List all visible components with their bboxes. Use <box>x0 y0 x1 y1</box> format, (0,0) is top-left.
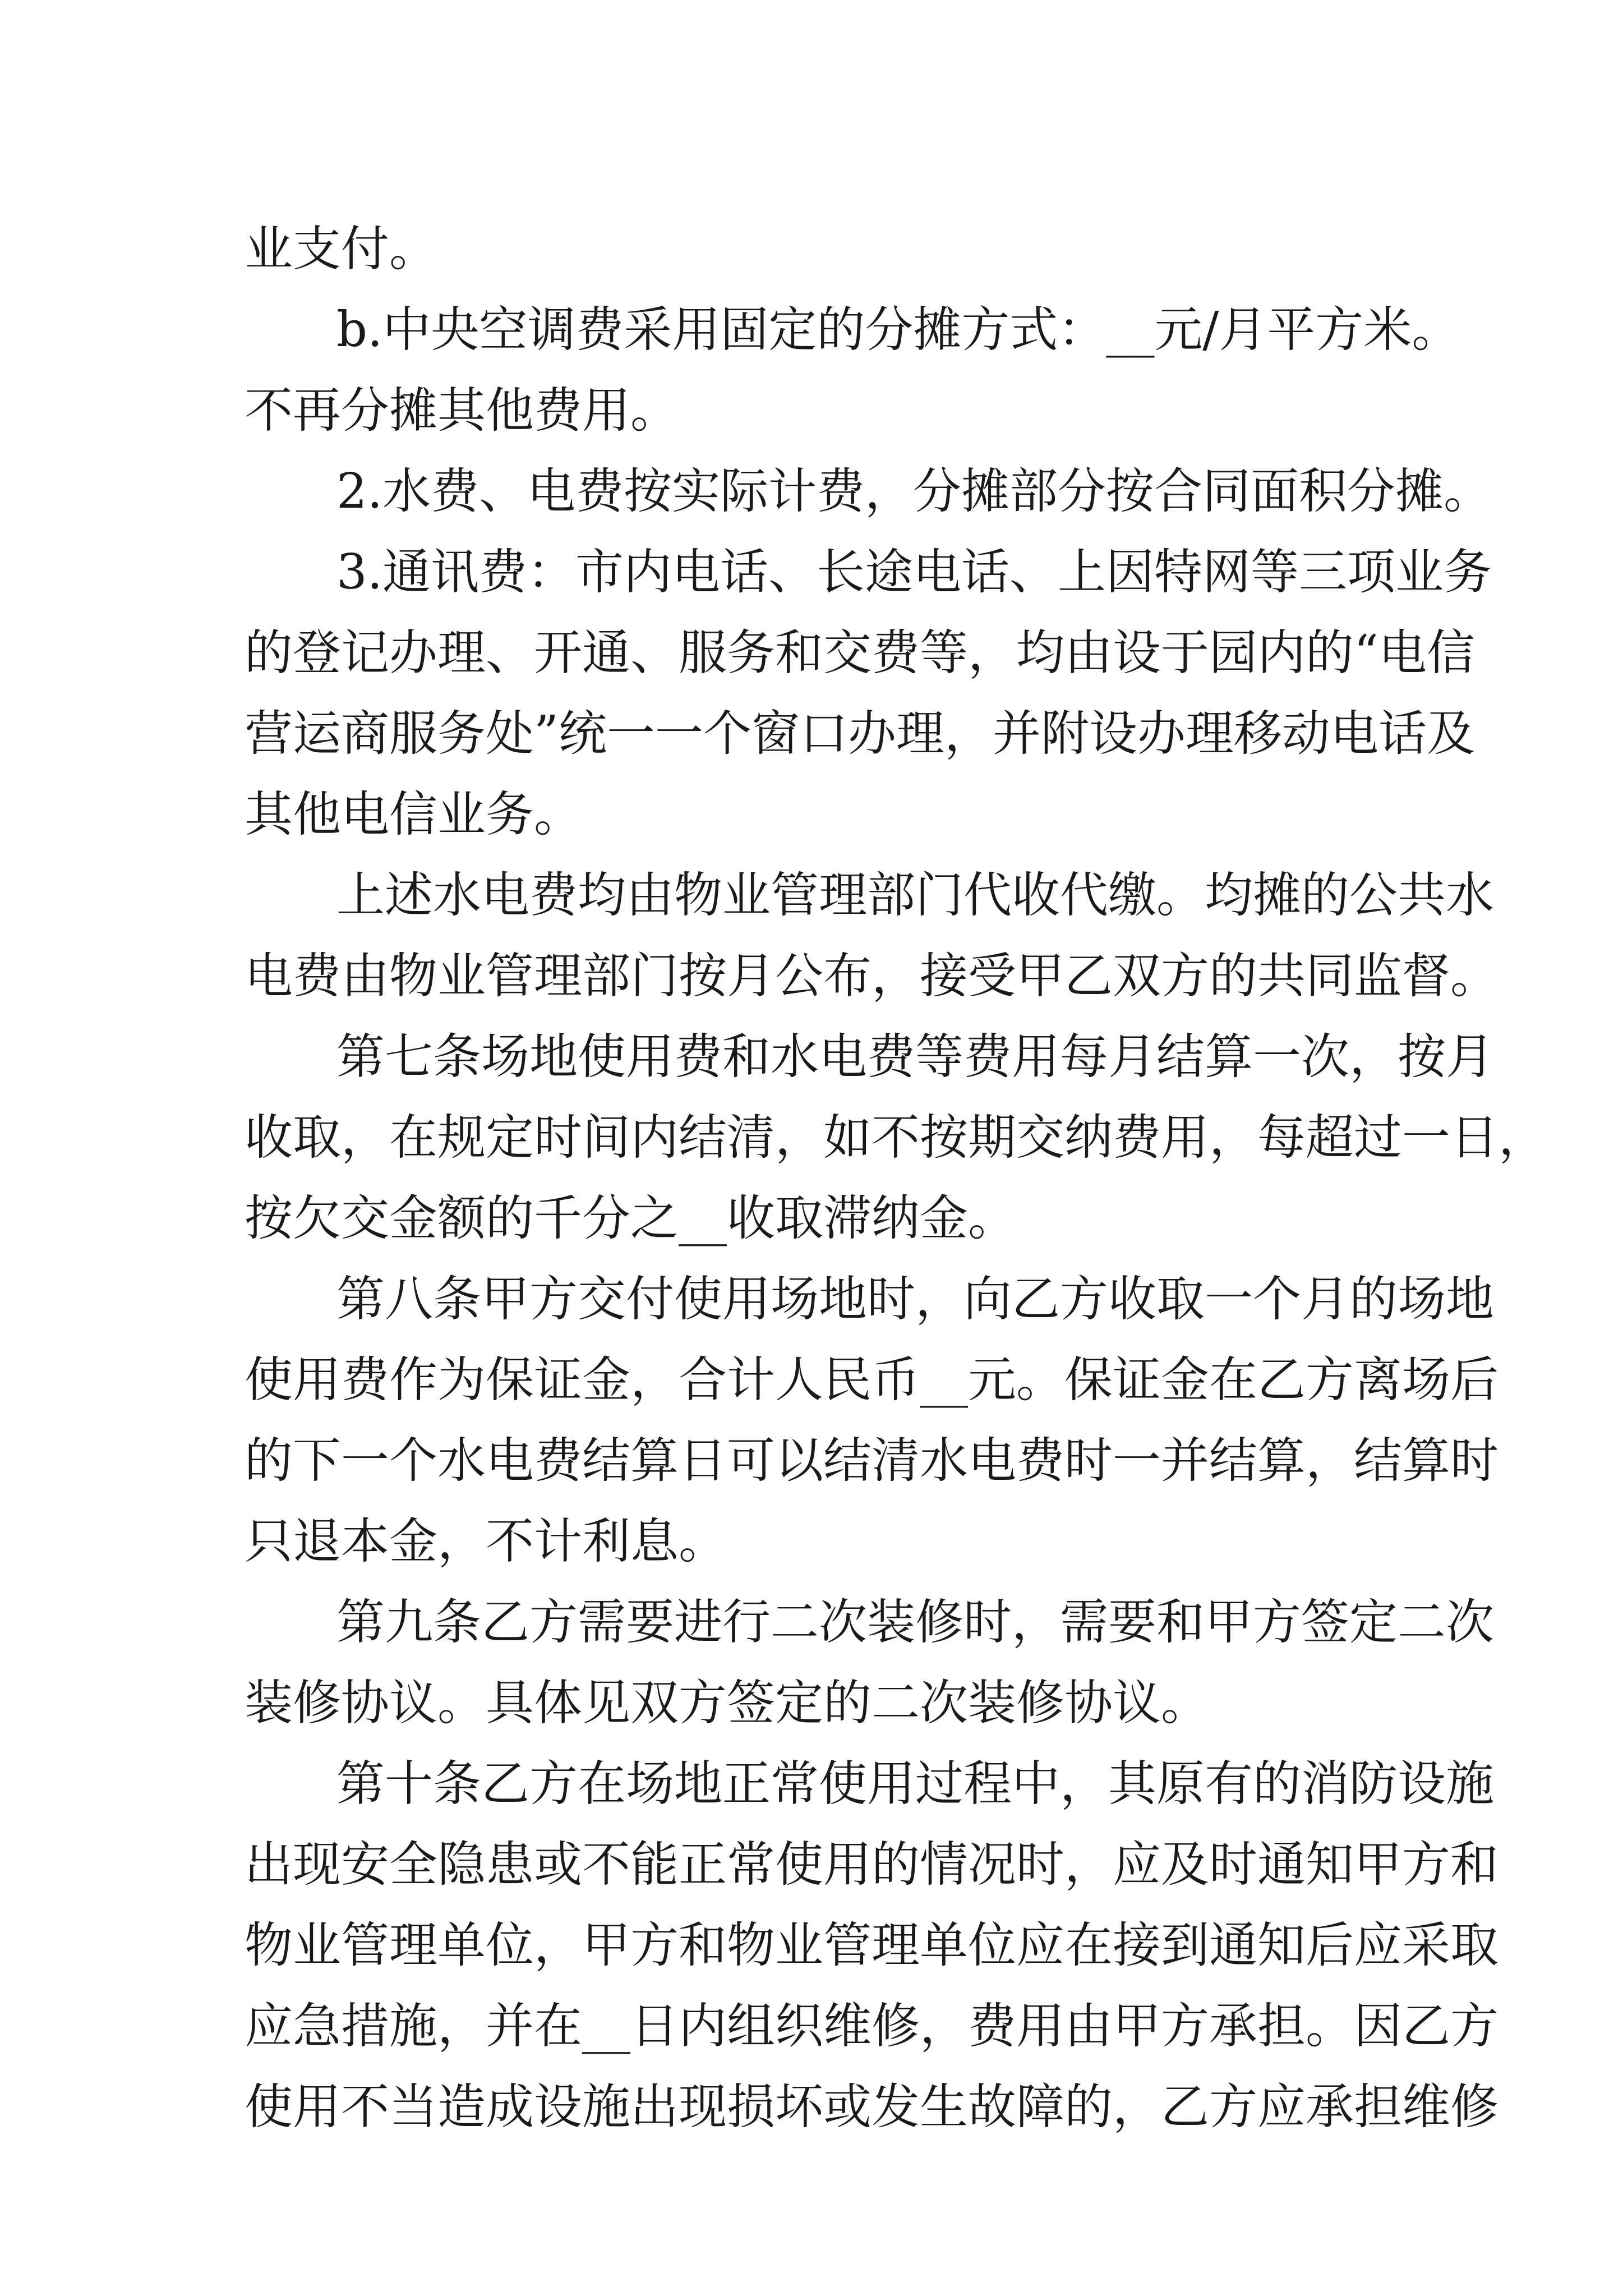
text-line: 不再分摊其他费用。 <box>245 383 679 439</box>
document-body <box>245 209 1547 2147</box>
text-line: 2.水费、电费按实际计费，分摊部分按合同面积分摊。 <box>336 463 1492 519</box>
text-line: 营运商服务处”统一一个窗口办理，并附设办理移动电话及 <box>245 706 1475 762</box>
text-line: 3.通讯费：市内电话、长途电话、上因特网等三项业务 <box>336 544 1492 600</box>
text-line: 使用费作为保证金，合计人民币__元。保证金在乙方离场后 <box>245 1352 1498 1408</box>
text-line: 物业管理单位，甲方和物业管理单位应在接到通知后应采取 <box>245 1917 1498 1973</box>
text-line: 应急措施，并在__日内组织维修，费用由甲方承担。因乙方 <box>245 1998 1498 2054</box>
text-line: 第七条场地使用费和水电费等费用每月结算一次，按月 <box>336 1029 1494 1085</box>
text-line: 出现安全隐患或不能正常使用的情况时，应及时通知甲方和 <box>245 1837 1498 1893</box>
text-line: 使用不当造成设施出现损坏或发生故障的，乙方应承担维修 <box>245 2079 1498 2135</box>
text-line: 第九条乙方需要进行二次装修时，需要和甲方签定二次 <box>336 1594 1494 1650</box>
text-line: 第八条甲方交付使用场地时，向乙方收取一个月的场地 <box>336 1271 1494 1327</box>
text-line: b.中央空调费采用固定的分摊方式：__元/月平方米。 <box>336 302 1460 358</box>
text-line: 的下一个水电费结算日可以结清水电费时一并结算，结算时 <box>245 1433 1498 1489</box>
text-line: 第十条乙方在场地正常使用过程中，其原有的消防设施 <box>336 1756 1494 1812</box>
text-line: 按欠交金额的千分之__收取滞纳金。 <box>245 1190 1016 1246</box>
text-line: 上述水电费均由物业管理部门代收代缴。均摊的公共水 <box>336 867 1494 923</box>
text-line: 的登记办理、开通、服务和交费等，均由设于园内的“电信 <box>245 625 1475 681</box>
text-line: 电费由物业管理部门按月公布，接受甲乙双方的共同监督。 <box>245 948 1498 1004</box>
text-line: 装修协议。具体见双方签定的二次装修协议。 <box>245 1675 1209 1731</box>
text-line: 业支付。 <box>245 221 437 277</box>
text-line: 收取，在规定时间内结清，如不按期交纳费用，每超过一日， <box>245 1110 1547 1166</box>
text-line: 其他电信业务。 <box>245 786 582 843</box>
text-line: 只退本金，不计利息。 <box>245 1513 727 1570</box>
